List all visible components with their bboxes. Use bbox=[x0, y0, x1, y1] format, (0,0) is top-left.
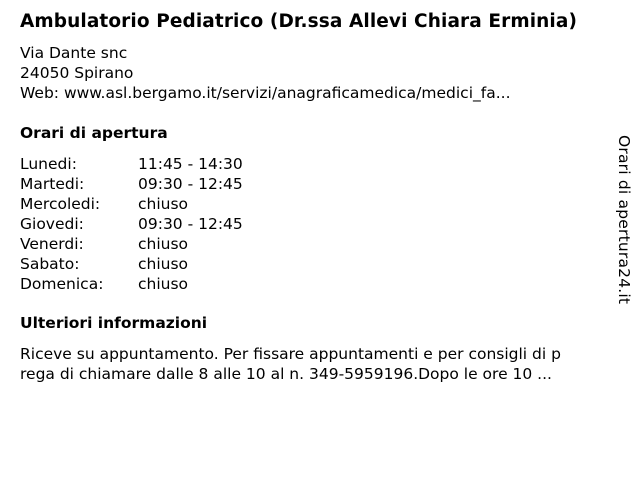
day-label: Domenica: bbox=[20, 275, 104, 293]
day-label: Giovedi: bbox=[20, 215, 84, 233]
time-value: chiuso bbox=[138, 255, 189, 273]
time-value: chiuso bbox=[138, 195, 189, 213]
opening-hours-heading: Orari di apertura bbox=[20, 124, 168, 142]
opening-hours-table bbox=[20, 154, 320, 294]
info-line: Riceve su appuntamento. Per fissare appuntamenti e per consigli di p bbox=[20, 345, 561, 363]
day-label: Martedi: bbox=[20, 175, 85, 193]
hours-row-thursday bbox=[20, 214, 320, 234]
page-title: Ambulatorio Pediatrico (Dr.ssa Allevi Chiara Erminia) bbox=[20, 11, 578, 32]
info-line: rega di chiamare dalle 8 alle 10 al n. 349-5959196.Dopo le ore 10 ... bbox=[20, 365, 552, 383]
day-label: Venerdi: bbox=[20, 235, 84, 253]
hours-row-wednesday bbox=[20, 194, 320, 214]
time-value: 11:45 - 14:30 bbox=[138, 155, 243, 173]
address-block bbox=[20, 43, 511, 103]
day-label: Sabato: bbox=[20, 255, 80, 273]
address-city: 24050 Spirano bbox=[20, 64, 134, 82]
time-value: chiuso bbox=[138, 235, 189, 253]
hours-row-saturday bbox=[20, 254, 320, 274]
time-value: 09:30 - 12:45 bbox=[138, 175, 243, 193]
hours-row-monday bbox=[20, 154, 320, 174]
address-street: Via Dante snc bbox=[20, 44, 128, 62]
time-value: 09:30 - 12:45 bbox=[138, 215, 243, 233]
time-value: chiuso bbox=[138, 275, 189, 293]
hours-row-sunday bbox=[20, 274, 320, 294]
website-link[interactable]: Web: www.asl.bergamo.it/servizi/anagraficamedica/medici_fa... bbox=[20, 84, 511, 102]
day-label: Lunedi: bbox=[20, 155, 77, 173]
hours-row-friday bbox=[20, 234, 320, 254]
hours-row-tuesday bbox=[20, 174, 320, 194]
site-watermark: Orari di apertura24.it bbox=[615, 135, 633, 305]
day-label: Mercoledi: bbox=[20, 195, 101, 213]
additional-info-heading: Ulteriori informazioni bbox=[20, 314, 208, 332]
additional-info-text bbox=[20, 344, 630, 384]
